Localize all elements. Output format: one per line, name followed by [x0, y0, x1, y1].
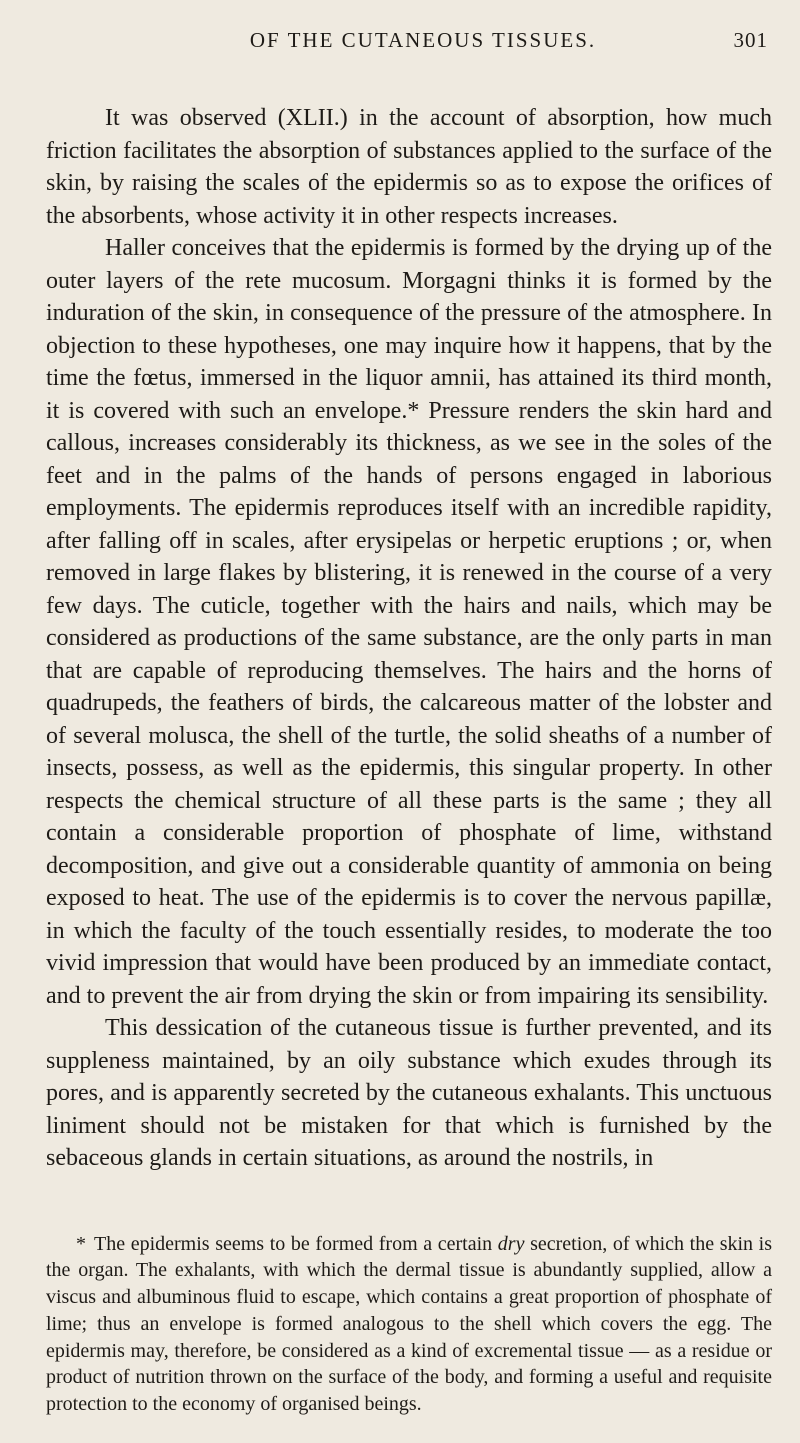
- paragraph-epidermis-formation: Haller conceives that the epidermis is formed by the drying up of the outer layers of the rete mucosum. Morgagni thinks it is formed by the induration of the skin, in consequence of the pressure of the atmosphere. In objection to these hypotheses, one may inquire how it happens, that by the time the fœtus, immersed in the liquor amnii, has attained its third month, it is covered with such an envelope.* Pressure renders the skin hard and callous, increases considerably its thickness, as we see in the soles of the feet and in the palms of the hands of persons engaged in laborious employments. The epidermis reproduces itself with an incredible rapidity, after falling off in scales, after erysipelas or herpetic eruptions ; or, when removed in large flakes by blistering, it is renewed in the course of a very few days. The cuticle, together with the hairs and nails, which may be considered as productions of the same substance, are the only parts in man that are capable of reproducing themselves. The hairs and the horns of quadrupeds, the feathers of birds, the calcareous matter of the lobster and of several molusca, the shell of the turtle, the solid sheaths of a number of insects, possess, as well as the epidermis, this singular property. In other respects the chemical structure of all these parts is the same ; they all contain a considerable proportion of phosphate of lime, withstand decomposition, and give out a considerable quantity of ammonia on being exposed to heat. The use of the epidermis is to cover the nervous papillæ, in which the faculty of the touch essentially resides, to moderate the too vivid impression that would have been produced by an immediate contact, and to prevent the air from drying the skin or from impairing its sensibility.: [46, 235, 772, 1009]
- footnote-italic-word: dry: [497, 1232, 525, 1255]
- footnote-mark: *: [76, 1232, 86, 1255]
- footnote: [46, 1231, 772, 1419]
- running-title: OF THE CUTANEOUS TISSUES.: [249, 28, 597, 52]
- footnote-text-start: The epidermis seems to be formed from a certain: [94, 1232, 493, 1255]
- page-number: 301: [733, 28, 768, 52]
- paragraph-dessication: This dessication of the cutaneous tissue is further prevented, and its suppleness maintained, by an oily substance which exudes through its pores, and is apparently secreted by the cutaneous exhalants. This unctuous liniment should not be mistaken for that which is furnished by the sebaceous glands in certain situations, as around the nostrils, in: [46, 1015, 772, 1171]
- paragraph-absorption: It was observed (XLII.) in the account of absorption, how much friction facilitates the absorption of substances applied to the surface of the skin, by raising the scales of the epidermis so as to expose the orifices of the absorbents, whose activity it in other respects increases.: [46, 105, 772, 229]
- footnote-text-end: secretion, of which the skin is the organ. The exhalants, with which the dermal tissue is abundantly supplied, allow a viscus and albuminous fluid to escape, which contains a great proportion of phosphate of lime; thus an envelope is formed analogous to the shell which covers the egg. The epidermis may, therefore, be considered as a kind of excremental tissue — as a residue or product of nutrition thrown on the surface of the body, and forming a useful and requisite protection to the economy of organised beings.: [46, 1232, 773, 1416]
- running-head: [46, 28, 772, 72]
- footnote-text: [46, 1231, 772, 1419]
- body-text: [46, 102, 772, 1175]
